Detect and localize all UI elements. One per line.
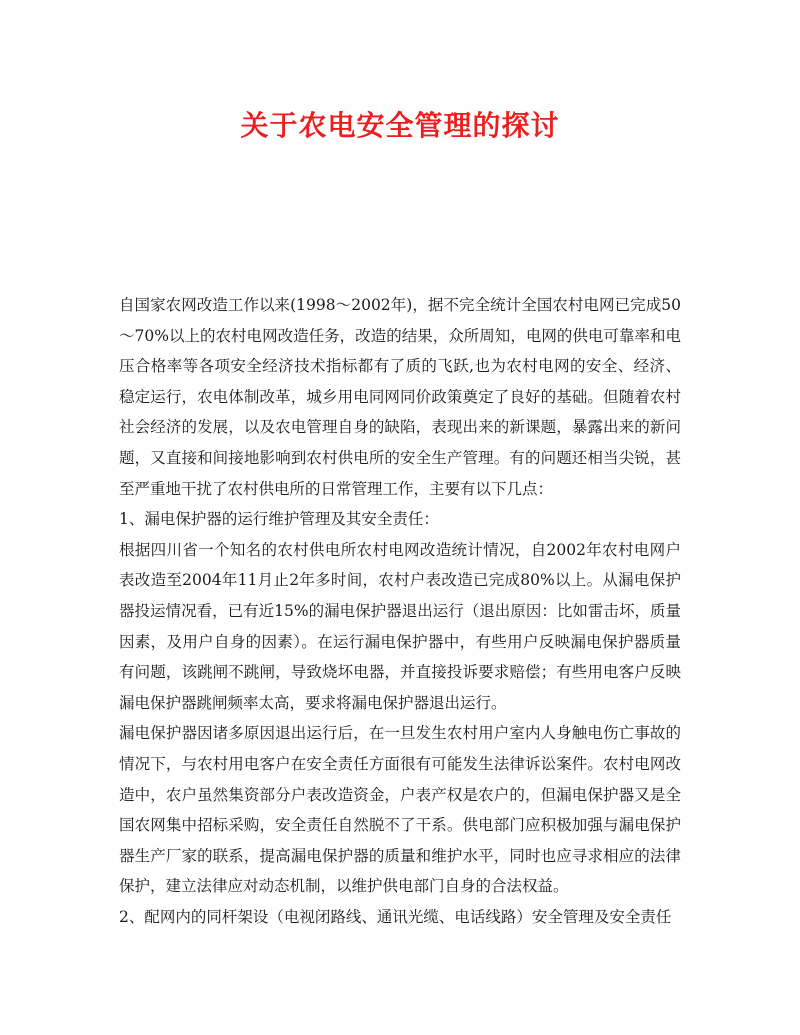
document-body <box>119 290 681 932</box>
section-heading-1: 1、漏电保护器的运行维护管理及其安全责任： <box>119 510 439 529</box>
section-heading-2: 2、配网内的同杆架设（电视闭路线、通讯光缆、电话线路）安全管理及安全责任 <box>119 907 672 926</box>
paragraph-section1-stats: 根据四川省一个知名的农村供电所农村电网改造统计情况，自2002年农村电网户表改造至2004年11月止2年多时间，农村户表改造已完成80%以上。从漏电保护器投运情况看，已有近15%的漏电保护器退出运行（退出原因：比如雷击坏，质量因素，及用户自身的因素）。在运行漏电保护器中，有些用户反映漏电保护器质量有问题，该跳闸不跳闸，导致烧坏电器，并直接投诉要求赔偿；有些用电客户反映漏电保护器跳闸频率太高，要求将漏电保护器退出运行。 <box>119 540 681 712</box>
paragraph-section1-liability: 漏电保护器因诸多原因退出运行后，在一旦发生农村用户室内人身触电伤亡事故的情况下，与农村用电客户在安全责任方面很有可能发生法律诉讼案件。农村电网改造中，农户虽然集资部分户表改造资金，户表产权是农户的，但漏电保护器又是全国农网集中招标采购，安全责任自然脱不了干系。供电部门应积极加强与漏电保护器生产厂家的联系，提高漏电保护器的质量和维护水平，同时也应寻求相应的法律保护，建立法律应对动态机制，以维护供电部门自身的合法权益。 <box>119 724 681 896</box>
document-title: 关于农电安全管理的探讨 <box>240 109 560 142</box>
paragraph-intro: 自国家农网改造工作以来(1998～2002年)，据不完全统计全国农村电网已完成50～70%以上的农村电网改造任务，改造的结果，众所周知，电网的供电可靠率和电压合格率等各项安全经济技术指标都有了质的飞跃,也为农村电网的安全、经济、稳定运行，农电体制改革，城乡用电同网同价政策奠定了良好的基础。但随着农村社会经济的发展，以及农电管理自身的缺陷，表现出来的新课题，暴露出来的新问题，又直接和间接地影响到农村供电所的安全生产管理。有的问题还相当尖锐，甚至严重地干扰了农村供电所的日常管理工作，主要有以下几点： <box>119 296 681 498</box>
